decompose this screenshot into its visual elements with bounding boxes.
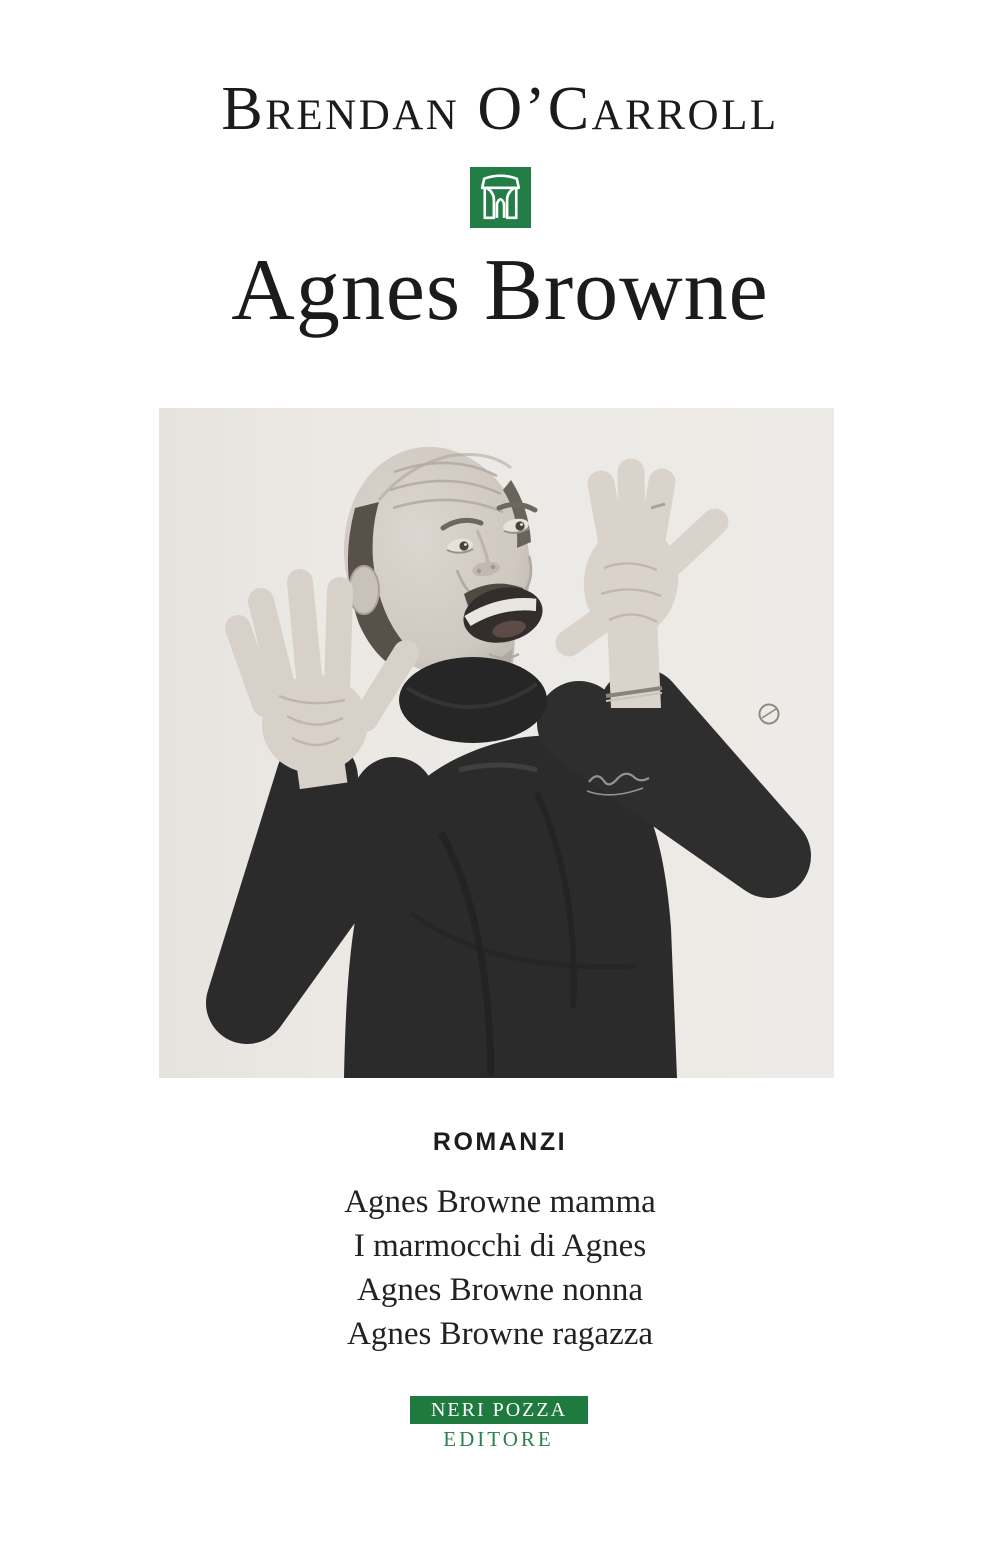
author-name: Brendan O’Carroll	[221, 75, 779, 143]
book-list-item: I marmocchi di Agnes	[353, 1228, 647, 1264]
author-photo-illustration	[159, 408, 834, 1078]
book-list	[0, 1180, 1000, 1356]
turtleneck-collar	[399, 657, 547, 743]
neri-pozza-logo-icon	[470, 167, 531, 228]
genre-label: ROMANZI	[432, 1128, 568, 1156]
author-photo	[159, 408, 834, 1078]
book-list-item: Agnes Browne nonna	[357, 1272, 643, 1308]
book-title: Agnes Browne	[231, 242, 769, 339]
publisher-editore-label: EDITORE	[443, 1427, 554, 1451]
publisher-name: NERI POZZA	[430, 1399, 568, 1421]
book-list-item: Agnes Browne mamma	[344, 1184, 656, 1220]
ear	[349, 566, 379, 614]
book-list-item: Agnes Browne ragazza	[346, 1316, 654, 1352]
publisher-name-box	[410, 1396, 588, 1424]
